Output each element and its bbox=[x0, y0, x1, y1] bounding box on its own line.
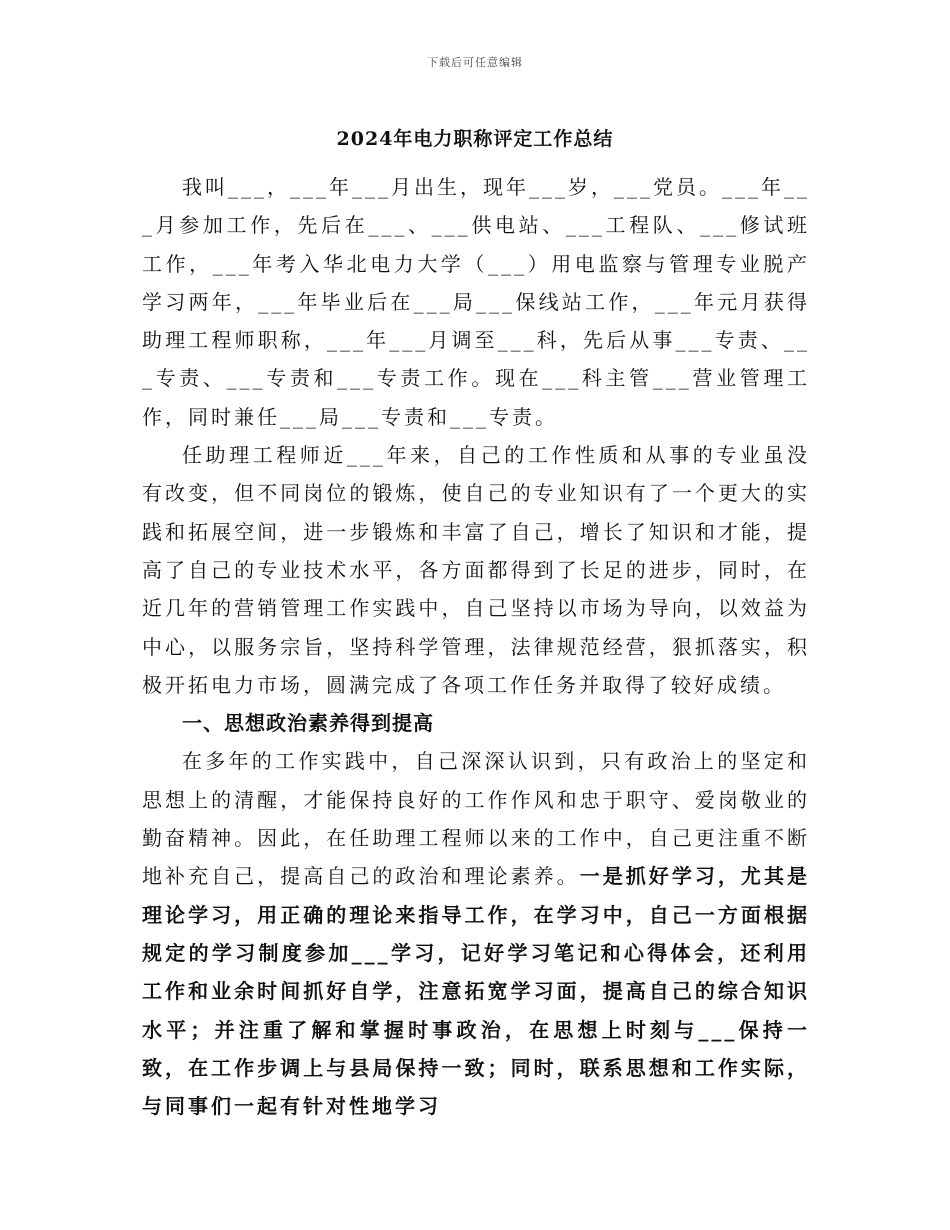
header-note: 下载后可任意编辑 bbox=[427, 56, 523, 69]
paragraph-political-bold-text: 一是抓好学习，尤其是理论学习，用正确的理论来指导工作，在学习中，自己一方面根据规定的学习制度参加___学习，记好学习笔记和心得体会，还利用工作和业余时间抓好自学，注意拓宽学习面，提高自己的综合知识水平；并注重了解和掌握时事政治，在思想上时刻与___保持一致，在工作步调上与县局保持一致；同时，联系思想和工作实际，与同事们一起有针对性地学习 bbox=[142, 864, 811, 1119]
paragraph-political-quality bbox=[142, 742, 810, 1125]
paragraph-political-normal-text: 在多年的工作实践中，自己深深认识到，只有政治上的坚定和思想上的清醒，才能保持良好的工作作风和忠于职守、爱岗敬业的勤奋精神。因此，在任助理工程师以来的工作中，自己更注重不断地补充自己，提高自己的政治和理论素养。 bbox=[142, 749, 810, 889]
document-body bbox=[142, 168, 810, 1125]
section-heading-political: 一、思想政治素养得到提高 bbox=[182, 711, 434, 736]
paragraph-work-summary: 任助理工程师近___年来，自己的工作性质和从事的专业虽没有改变，但不同岗位的锻炼，使自己的专业知识有了一个更大的实践和拓展空间，进一步锻炼和丰富了自己，增长了知识和才能，提高了自己的专业技术水平，各方面都得到了长足的进步，同时，在近几年的营销管理工作实践中，自己坚持以市场为导向，以效益为中心，以服务宗旨，坚持科学管理，法律规范经营，狠抓落实，积极开拓电力市场，圆满完成了各项工作任务并取得了较好成绩。 bbox=[142, 443, 810, 697]
paragraph-personal-info: 我叫___，___年___月出生，现年___岁，___党员。___年___月参加工作，先后在___、___供电站、___工程队、___修试班工作，___年考入华北电力大学（___）用电监察与管理专业脱产学习两年，___年毕业后在___局___保线站工作，___年元月获得助理工程师职称，___年___月调至___科，先后从事___专责、___专责、___专责和___专责工作。现在___科主管___营业管理工作，同时兼任___局___专责和___专责。 bbox=[142, 175, 810, 429]
document-title: 2024年电力职称评定工作总结 bbox=[336, 128, 614, 150]
